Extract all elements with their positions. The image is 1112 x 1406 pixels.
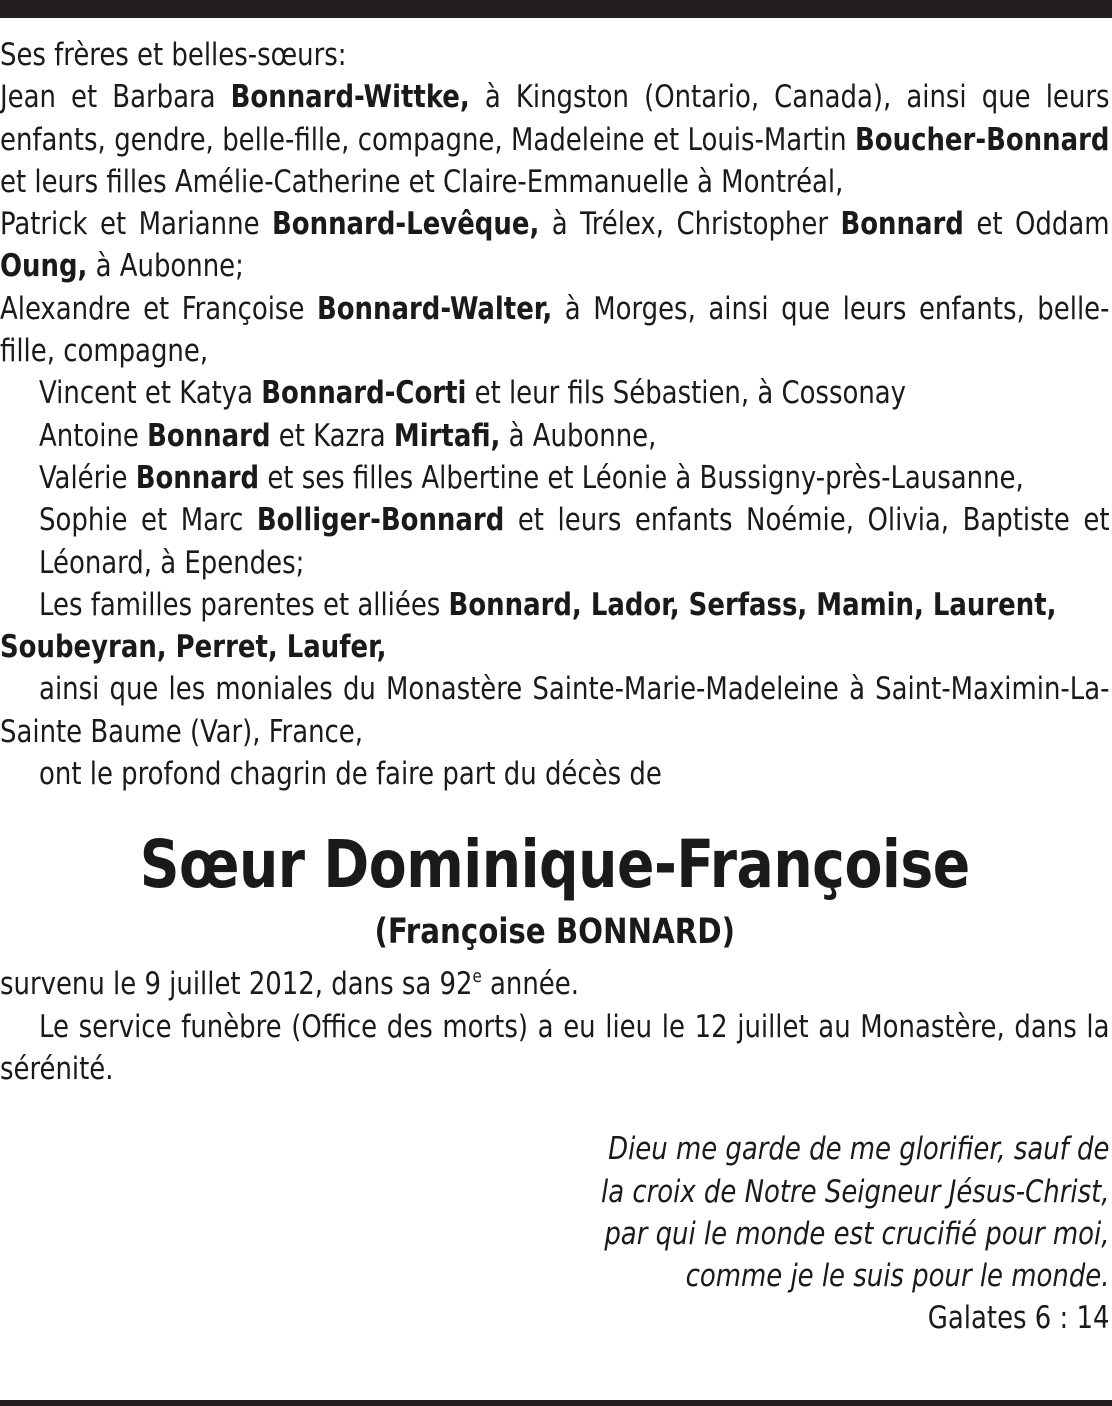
family-entry-sophie: Sophie et Marc Bolliger-Bonnard et leurs enfants Noémie, Olivia, Baptiste et Léonard, à Ependes; [39,502,1110,581]
family-name: Bolliger-Bonnard [256,502,505,539]
deceased-name: Sœur Dominique-Françoise [139,826,970,904]
top-border [0,0,1112,18]
family-name: Bonnard [135,459,260,496]
moniales-entry: ainsi que les moniales du Monastère Sainte-Marie-Madeleine à Saint-Maximin-La-Sainte Baume (Var), France, [0,671,1110,750]
family-entry-jean: Jean et Barbara Bonnard-Wittke, à Kingston (Ontario, Canada), ainsi que leurs enfants, gendre, belle-fille, compagne, Madeleine et Louis-Martin Boucher-Bonnard et leurs filles Amélie-Catherine et Claire-Emmanuelle à Montréal, [0,79,1110,200]
service-line: Le service funèbre (Office des morts) a eu lieu le 12 juillet au Monastère, dans la sérénité. [0,1008,1110,1087]
family-name: Bonnard-Corti [261,375,467,412]
quote-line: par qui le monde est crucifié pour moi, [604,1215,1110,1252]
family-name: Mirtafi, [393,417,501,454]
family-name: Bonnard-Levêque, [272,206,540,243]
family-entry-alexandre: Alexandre et Françoise Bonnard-Walter, à Morges, ainsi que leurs enfants, belle-fille, compagne, [0,290,1110,370]
family-entry-patrick: Patrick et Marianne Bonnard-Levêque, à Trélex, Christopher Bonnard et Oddam Oung, à Aubonne; [0,206,1110,285]
family-entry-valerie: Valérie Bonnard et ses filles Albertine et Léonie à Bussigny-près-Lausanne, [39,459,1024,496]
family-name: Bonnard-Walter, [316,290,553,327]
family-name: Boucher-Bonnard [855,121,1110,158]
death-date-line: survenu le 9 juillet 2012, dans sa 92e année. [0,966,579,1003]
quote-line: la croix de Notre Seigneur Jésus-Christ, [600,1173,1110,1210]
family-header: Ses frères et belles-sœurs: [0,37,347,73]
chagrin-line: ont le profond chagrin de faire part du décès de [39,756,662,793]
scripture-quote [0,1128,1109,1297]
family-name: Bonnard [147,417,271,454]
family-entry-antoine: Antoine Bonnard et Kazra Mirtafi, à Aubonne, [39,417,657,454]
family-name: Oung, [0,248,88,285]
family-entry-familles: Les familles parentes et alliées Bonnard, Lador, Serfass, Mamin, Laurent, Soubeyran, Perret, Laufer, [0,586,1057,666]
bottom-border [0,1400,1112,1406]
scripture-reference: Galates 6 : 14 [927,1300,1110,1337]
quote-line: comme je le suis pour le monde. [685,1258,1110,1295]
family-names: Bonnard, Lador, Serfass, Mamin, Laurent, Soubeyran, Perret, Laufer, [0,586,1057,666]
obituary-notice [0,34,1109,1340]
family-entry-vincent: Vincent et Katya Bonnard-Corti et leur fils Sébastien, à Cossonay [39,375,907,412]
family-name: Bonnard-Wittke, [230,79,470,116]
quote-line: Dieu me garde de me glorifier, sauf de [608,1131,1110,1168]
family-name: Bonnard [840,206,964,243]
deceased-civil-name: (Françoise BONNARD) [374,912,735,953]
